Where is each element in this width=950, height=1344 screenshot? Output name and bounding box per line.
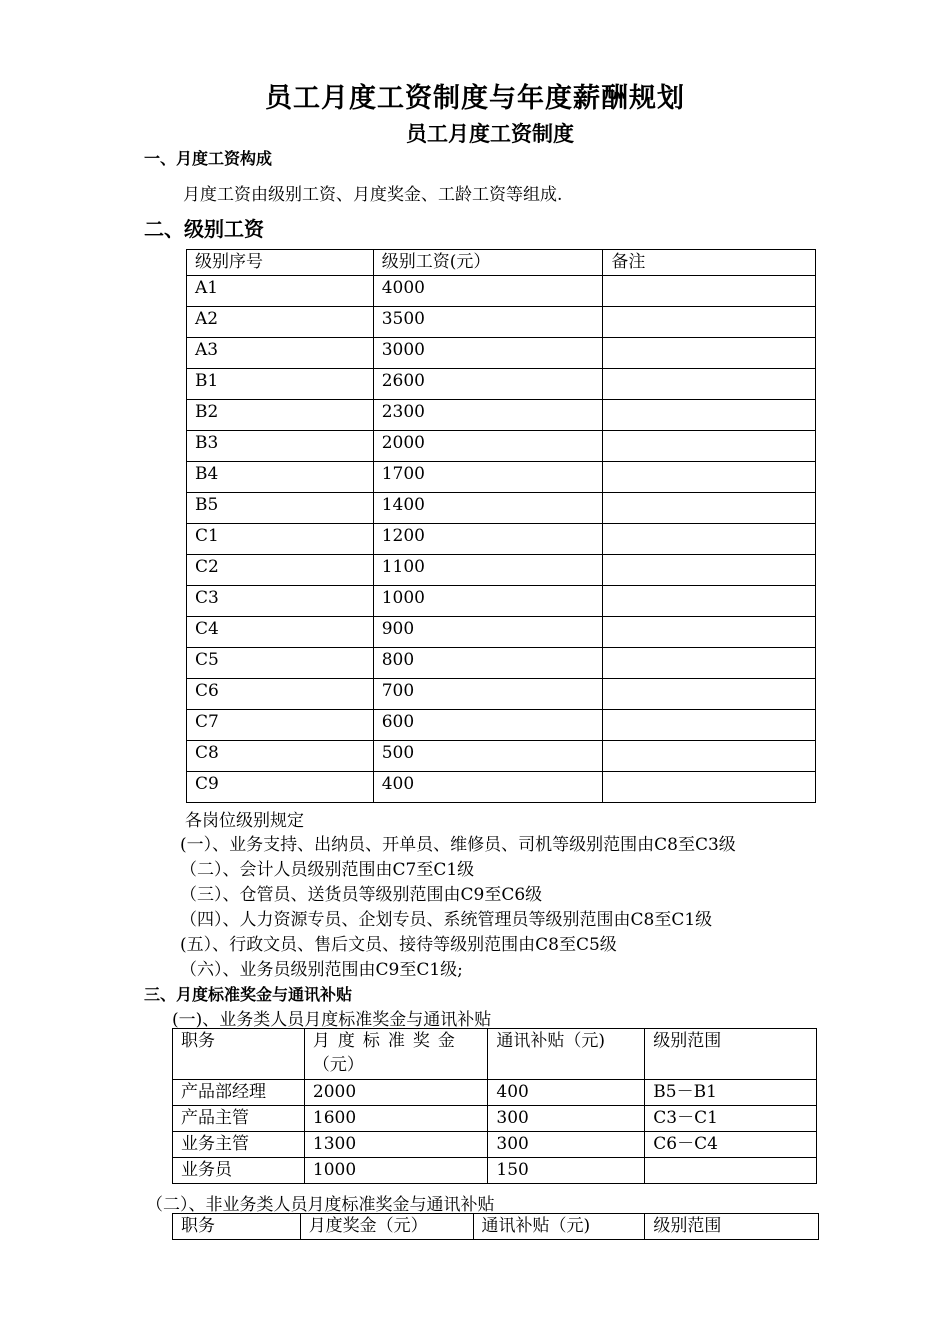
header-cell: 职务 — [173, 1214, 301, 1240]
table-cell — [603, 648, 816, 679]
table-cell: 业务员 — [173, 1158, 305, 1184]
sales-bonus-table — [172, 1028, 817, 1184]
table-cell — [603, 555, 816, 586]
table-cell: 1300 — [304, 1132, 488, 1158]
table-cell: B5－B1 — [645, 1080, 817, 1106]
rule-item: (一）、业务支持、出纳员、开单员、维修员、司机等级别范围由C8至C3级 — [180, 835, 736, 855]
table-row — [187, 772, 816, 803]
table-cell: C8 — [187, 741, 374, 772]
table-cell — [603, 679, 816, 710]
table-cell — [645, 1158, 817, 1184]
table-cell — [603, 400, 816, 431]
header-cell: 通讯补贴（元) — [488, 1029, 645, 1080]
table-cell: C1 — [187, 524, 374, 555]
table-cell: C3 — [187, 586, 374, 617]
table-row — [187, 431, 816, 462]
table-row — [187, 648, 816, 679]
header-cell — [304, 1029, 488, 1080]
page-subtitle: 员工月度工资制度 — [406, 122, 574, 146]
table-cell: 2000 — [373, 431, 603, 462]
table-cell — [603, 462, 816, 493]
table-cell: 4000 — [373, 276, 603, 307]
table-cell — [603, 710, 816, 741]
non-sales-bonus-table — [172, 1213, 819, 1240]
table-cell: 300 — [488, 1106, 645, 1132]
table-cell — [603, 524, 816, 555]
table-cell: A3 — [187, 338, 374, 369]
table-cell — [603, 431, 816, 462]
table-cell: A2 — [187, 307, 374, 338]
table-cell — [603, 617, 816, 648]
table-cell: 2300 — [373, 400, 603, 431]
grade-salary-table — [186, 249, 816, 803]
table-cell: C5 — [187, 648, 374, 679]
table-row — [173, 1106, 817, 1132]
table-row — [173, 1080, 817, 1106]
rule-item: （四）、人力资源专员、企划专员、系统管理员等级别范围由C8至C1级 — [180, 910, 713, 930]
table-cell: 1400 — [373, 493, 603, 524]
table-row — [187, 710, 816, 741]
table-cell: C7 — [187, 710, 374, 741]
table-cell: 3000 — [373, 338, 603, 369]
table-cell: B1 — [187, 369, 374, 400]
table-cell: 300 — [488, 1132, 645, 1158]
header-cell-text: 月度标准奖金 — [312, 1031, 463, 1051]
header-cell: 级别工资(元） — [373, 250, 603, 276]
section-1-text: 月度工资由级别工资、月度奖金、工龄工资等组成. — [183, 185, 563, 205]
table-cell — [603, 741, 816, 772]
table-cell: C6－C4 — [645, 1132, 817, 1158]
table-cell: C3－C1 — [645, 1106, 817, 1132]
table-cell — [603, 369, 816, 400]
header-cell: 级别范围 — [645, 1029, 817, 1080]
table-row — [187, 524, 816, 555]
table-cell: 700 — [373, 679, 603, 710]
table-cell — [603, 493, 816, 524]
table-cell: 业务主管 — [173, 1132, 305, 1158]
rule-item: （二）、会计人员级别范围由C7至C1级 — [180, 860, 475, 880]
header-cell: 级别范围 — [645, 1214, 819, 1240]
table-row — [187, 400, 816, 431]
table-row — [187, 617, 816, 648]
table-cell: 400 — [488, 1080, 645, 1106]
table-cell — [603, 772, 816, 803]
table-header-row — [187, 250, 816, 276]
table-cell: B4 — [187, 462, 374, 493]
table-cell: 400 — [373, 772, 603, 803]
rule-item: (五）、行政文员、售后文员、接待等级别范围由C8至C5级 — [180, 935, 617, 955]
table-cell: 1600 — [304, 1106, 488, 1132]
rule-item: （三）、仓管员、送货员等级别范围由C9至C6级 — [180, 885, 543, 905]
table-cell: 500 — [373, 741, 603, 772]
section-2-heading: 二、级别工资 — [144, 217, 264, 241]
header-cell: 级别序号 — [187, 250, 374, 276]
table-cell — [603, 338, 816, 369]
table-header-row — [173, 1029, 817, 1080]
table-row — [187, 307, 816, 338]
table-row — [187, 369, 816, 400]
table-row — [187, 741, 816, 772]
header-cell: 通讯补贴（元) — [473, 1214, 645, 1240]
table-row — [187, 276, 816, 307]
table-cell: B5 — [187, 493, 374, 524]
table-row — [187, 338, 816, 369]
table-cell: 150 — [488, 1158, 645, 1184]
table-row — [187, 462, 816, 493]
table-cell: 2000 — [304, 1080, 488, 1106]
table-cell: 产品部经理 — [173, 1080, 305, 1106]
section-3-subheading-1: (一)、业务类人员月度标准奖金与通讯补贴 — [172, 1010, 492, 1030]
table-cell: 1700 — [373, 462, 603, 493]
table-row — [187, 679, 816, 710]
section-3-heading: 三、月度标准奖金与通讯补贴 — [144, 985, 353, 1004]
section-3-subheading-2: （二）、非业务类人员月度标准奖金与通讯补贴 — [146, 1195, 495, 1215]
table-cell: 产品主管 — [173, 1106, 305, 1132]
table-header-row — [173, 1214, 819, 1240]
header-cell-unit: （元） — [312, 1055, 364, 1075]
table-cell: 800 — [373, 648, 603, 679]
table-cell: 2600 — [373, 369, 603, 400]
header-cell: 职务 — [173, 1029, 305, 1080]
header-cell: 月度奖金（元） — [300, 1214, 473, 1240]
table-cell: A1 — [187, 276, 374, 307]
section-1-heading: 一、月度工资构成 — [144, 149, 273, 168]
table-cell: 900 — [373, 617, 603, 648]
table-row — [173, 1158, 817, 1184]
table-cell: C6 — [187, 679, 374, 710]
table-row — [173, 1132, 817, 1158]
table-cell: 600 — [373, 710, 603, 741]
table-cell: 3500 — [373, 307, 603, 338]
table-cell: C4 — [187, 617, 374, 648]
table-row — [187, 493, 816, 524]
table-cell: 1000 — [373, 586, 603, 617]
page-title: 员工月度工资制度与年度薪酬规划 — [265, 83, 685, 114]
table-cell: C9 — [187, 772, 374, 803]
table-cell: 1000 — [304, 1158, 488, 1184]
table-cell: B2 — [187, 400, 374, 431]
header-cell: 备注 — [603, 250, 816, 276]
table-row — [187, 586, 816, 617]
rules-title: 各岗位级别规定 — [185, 811, 304, 831]
table-cell: B3 — [187, 431, 374, 462]
table-cell — [603, 307, 816, 338]
table-cell — [603, 276, 816, 307]
table-cell: 1200 — [373, 524, 603, 555]
table-cell: C2 — [187, 555, 374, 586]
table-cell — [603, 586, 816, 617]
table-cell: 1100 — [373, 555, 603, 586]
table-row — [187, 555, 816, 586]
rule-item: （六）、业务员级别范围由C9至C1级; — [180, 960, 463, 980]
